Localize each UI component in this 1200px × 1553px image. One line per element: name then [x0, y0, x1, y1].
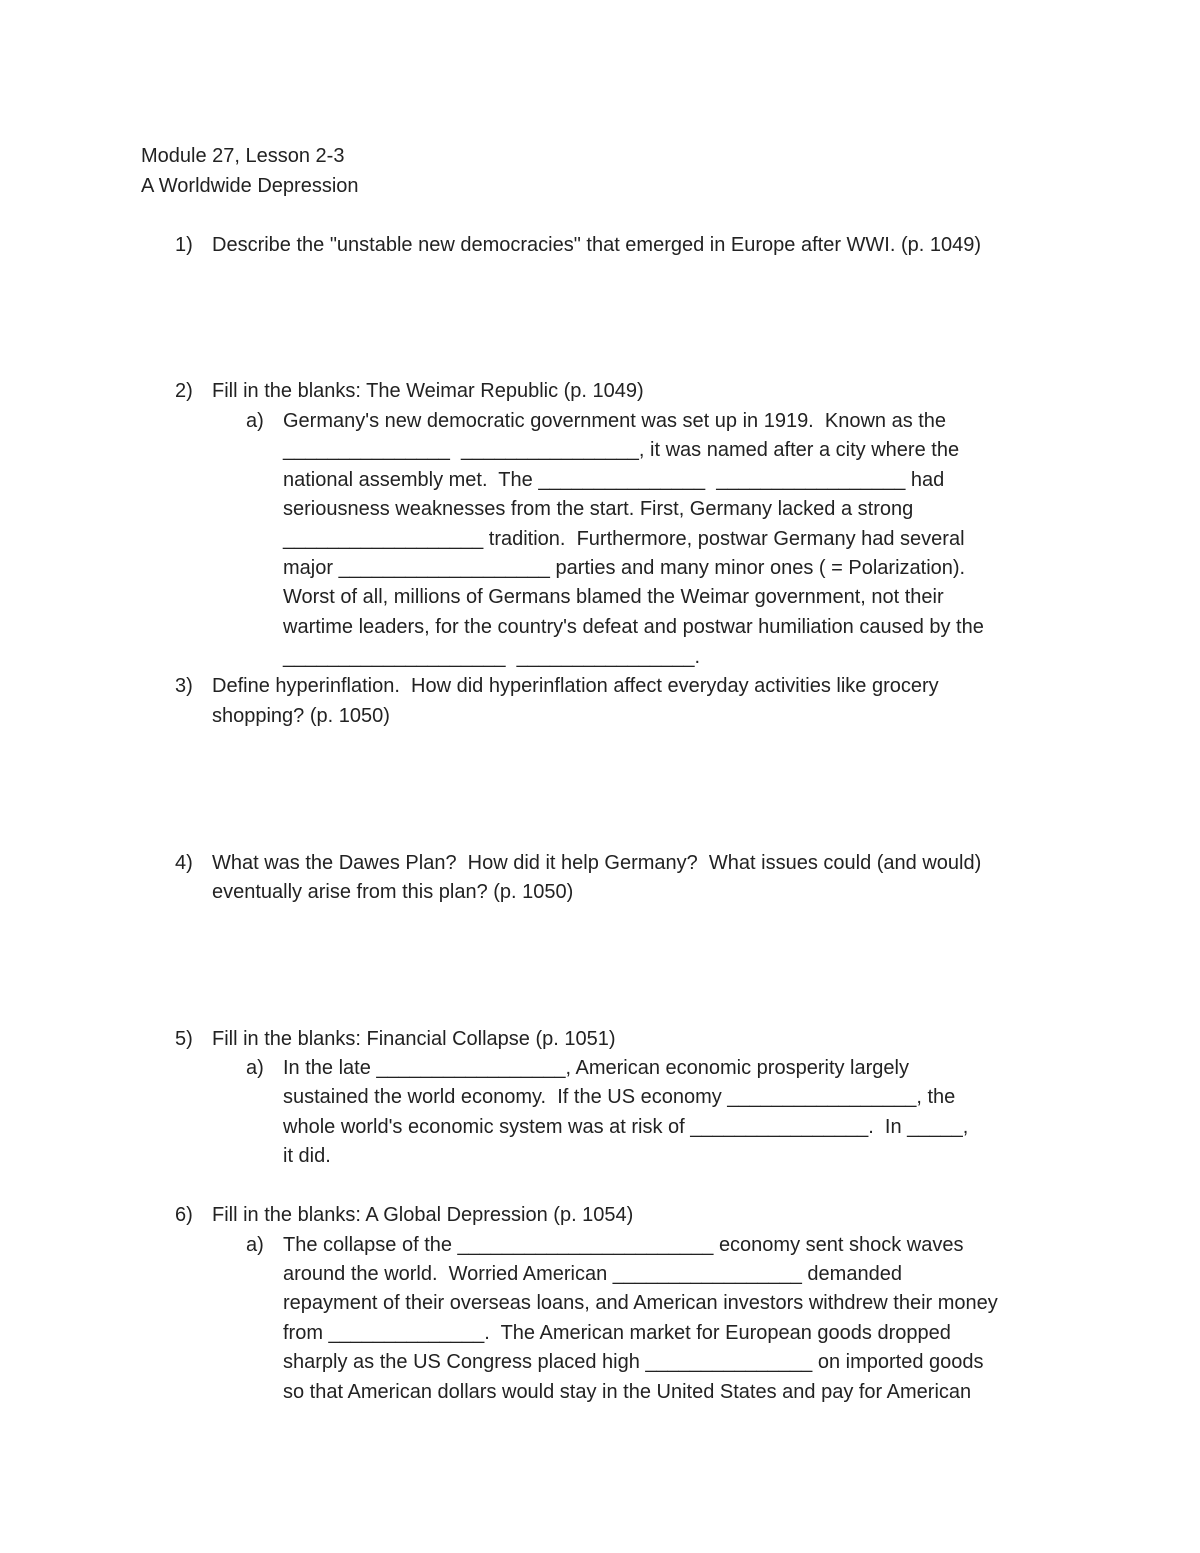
question-text: eventually arise from this plan? (p. 1050)	[212, 881, 574, 903]
fill-in-text-line: national assembly met. The _______________ _________________ had	[283, 469, 945, 491]
fill-in-text-line: Germany's new democratic government was set up in 1919. Known as the	[283, 410, 947, 432]
fill-in-text-line: whole world's economic system was at risk of ________________. In _____,	[283, 1116, 969, 1138]
question-text: Define hyperinflation. How did hyperinflation affect everyday activities like grocery	[212, 675, 939, 697]
fill-in-text-line: so that American dollars would stay in the United States and pay for American	[283, 1381, 972, 1403]
fill-in-text-line: Worst of all, millions of Germans blamed the Weimar government, not their	[283, 586, 944, 608]
fill-in-text-line: it did.	[283, 1145, 331, 1167]
fill-in-text-line: from ______________. The American market for European goods dropped	[283, 1322, 951, 1344]
question-number: 2)	[175, 380, 193, 402]
fill-in-text-line: wartime leaders, for the country's defeat and postwar humiliation caused by the	[283, 616, 984, 638]
fill-in-text-line: sharply as the US Congress placed high _______________ on imported goods	[283, 1351, 984, 1373]
page-subtitle: A Worldwide Depression	[141, 175, 359, 197]
fill-in-text-line: around the world. Worried American _________________ demanded	[283, 1263, 902, 1285]
question-number: 5)	[175, 1028, 193, 1050]
question-text: Fill in the blanks: The Weimar Republic (p. 1049)	[212, 380, 644, 402]
question-number: 6)	[175, 1204, 193, 1226]
fill-in-text-line: The collapse of the _______________________ economy sent shock waves	[283, 1234, 964, 1256]
question-number: 4)	[175, 852, 193, 874]
fill-in-text-line: major ___________________ parties and many minor ones ( = Polarization).	[283, 557, 966, 579]
question-text: Describe the "unstable new democracies" that emerged in Europe after WWI. (p. 1049)	[212, 234, 982, 256]
question-text: What was the Dawes Plan? How did it help Germany? What issues could (and would)	[212, 852, 982, 874]
question-number: 3)	[175, 675, 193, 697]
fill-in-text-line: seriousness weaknesses from the start. First, Germany lacked a strong	[283, 498, 914, 520]
sub-question-label: a)	[246, 1057, 264, 1079]
sub-question-label: a)	[246, 410, 264, 432]
fill-in-text-line: _______________ ________________, it was named after a city where the	[283, 439, 960, 461]
fill-in-text-line: sustained the world economy. If the US economy _________________, the	[283, 1086, 956, 1108]
question-text: Fill in the blanks: Financial Collapse (p. 1051)	[212, 1028, 616, 1050]
question-text: shopping? (p. 1050)	[212, 705, 390, 727]
fill-in-text-line: __________________ tradition. Furthermore, postwar Germany had several	[283, 528, 965, 550]
question-number: 1)	[175, 234, 193, 256]
sub-question-label: a)	[246, 1234, 264, 1256]
page-title: Module 27, Lesson 2-3	[141, 145, 345, 167]
question-text: Fill in the blanks: A Global Depression (p. 1054)	[212, 1204, 634, 1226]
fill-in-text-line: In the late _________________, American economic prosperity largely	[283, 1057, 909, 1079]
fill-in-text-line: ____________________ ________________.	[283, 646, 701, 668]
fill-in-text-line: repayment of their overseas loans, and American investors withdrew their money	[283, 1292, 998, 1314]
